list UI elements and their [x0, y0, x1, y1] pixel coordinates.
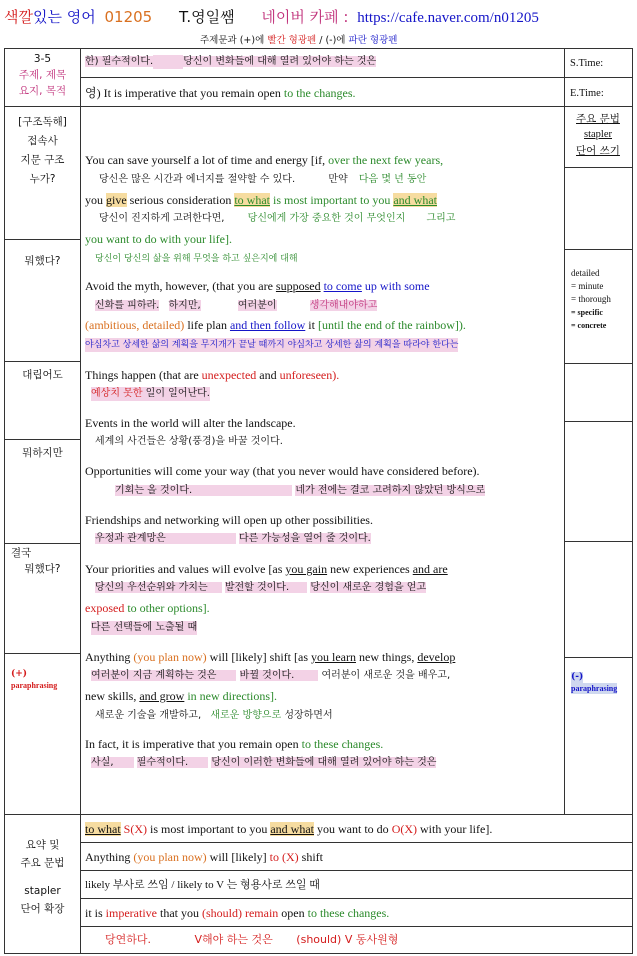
- minus-label: (-): [571, 672, 584, 682]
- ko-line-11: 다른 선택들에 노출될 때: [91, 622, 198, 633]
- line-5: [85, 317, 466, 333]
- l12e: shift: [269, 650, 292, 664]
- l2d: to what: [234, 193, 270, 207]
- english-topic-sentence: [85, 85, 356, 101]
- s2f: shift: [301, 850, 324, 864]
- k12c: 여러분이 새로운 것을 배우고,: [321, 670, 451, 681]
- ko-line-10: [95, 581, 426, 595]
- left-label-structure: [5, 113, 80, 189]
- l8a: Opportunities will come your way: [85, 464, 250, 478]
- l13b: and grow: [139, 689, 185, 703]
- grammar-word-write: 단어 쓰기: [576, 145, 620, 157]
- s4f: to these changes.: [307, 906, 390, 920]
- l2a: you: [85, 193, 103, 207]
- left-label-plus: [11, 669, 81, 691]
- k6b: 일이 일어난다.: [145, 388, 210, 399]
- s4b: imperative: [105, 906, 157, 920]
- l13c: in new directions].: [187, 689, 277, 703]
- left-label-what: 뭐했다?: [24, 255, 61, 267]
- s1e: you want to do: [317, 822, 389, 836]
- l13a: new skills,: [85, 689, 137, 703]
- worksheet-header: [0, 0, 637, 48]
- grammar-stapler: stapler: [584, 129, 612, 140]
- k10c: 당신이 새로운 경험을 얻고: [310, 582, 427, 593]
- left-label-but: 뭐하지만: [22, 447, 63, 459]
- finally-label-2: 뭐했다?: [24, 563, 61, 575]
- stapler-label: stapler: [24, 885, 61, 897]
- line-11: [85, 600, 210, 616]
- word-concrete: = concrete: [571, 321, 607, 330]
- line-9: Friendships and networking will open up other possibilities.: [85, 513, 373, 527]
- ko-topic-b: 당신이 변화들에 대해 열려 있어야 하는 것은: [183, 56, 377, 67]
- l10b: [as: [268, 562, 283, 576]
- right-column-divider: [564, 49, 565, 814]
- summary-line-4: [85, 905, 389, 921]
- l6e: unforeseen).: [279, 368, 340, 382]
- left-label-topic: [5, 51, 80, 99]
- left-label-summary: [5, 836, 80, 918]
- divider: [5, 543, 80, 544]
- l12b: (you plan now): [133, 650, 207, 664]
- divider: [564, 657, 632, 658]
- k13b: 새로운 방향으로: [210, 710, 282, 721]
- l4c: supposed: [275, 279, 321, 293]
- divider: [5, 439, 80, 440]
- divider: [564, 167, 632, 168]
- l10c: you gain: [285, 562, 328, 576]
- l4b: (that you are: [212, 279, 273, 293]
- conjunction-label: 접속사: [27, 135, 58, 147]
- divider: [564, 541, 632, 542]
- legend-text-a: 주제문과 (+)에: [200, 35, 265, 46]
- minus-label-box: [571, 671, 617, 694]
- summary-label: 요약 및: [25, 839, 60, 851]
- l14a: In fact, it is imperative that you remain open: [85, 737, 299, 751]
- l2c: serious consideration: [129, 193, 232, 207]
- cafe-url[interactable]: https://cafe.naver.com/n01205: [357, 10, 539, 26]
- left-label-finally: [5, 545, 80, 577]
- k10a: 당신의 우선순위와 가치는: [95, 582, 222, 593]
- cafe-label: 네이버 카페 :: [261, 8, 349, 26]
- passage-structure-label: 지문 구조: [20, 154, 65, 166]
- unit-number: 3-5: [33, 53, 52, 65]
- grammar-title: 주요 문법: [576, 113, 620, 125]
- line-6: [85, 367, 339, 383]
- l10e: and are: [412, 562, 448, 576]
- word-detailed: detailed: [571, 268, 600, 278]
- word-expand-label: 단어 확장: [20, 903, 65, 915]
- ko-line-12: [91, 669, 450, 683]
- finally-label: 결국: [11, 547, 32, 559]
- divider: [80, 926, 632, 927]
- divider: [5, 814, 632, 815]
- teacher-name: T.영일쌤: [179, 8, 235, 26]
- summary-line-3: likely 부사로 쓰임 / likely to V 는 형용사로 쓰일 때: [85, 879, 320, 891]
- divider: [80, 842, 632, 843]
- divider: [5, 239, 80, 240]
- k8b: 네가 전에는 결코 고려하지 않았던 방식으로: [295, 485, 486, 496]
- word-specific: = specific: [571, 308, 603, 317]
- k2c: 그리고: [426, 213, 456, 224]
- l12a: Anything: [85, 650, 131, 664]
- ko-line-14: [91, 756, 436, 770]
- divider: [80, 77, 632, 78]
- line-7: Events in the world will alter the landscape.: [85, 416, 296, 430]
- k14c: 당신이 이러한 변화들에 대해 열려 있어야 하는 것은: [211, 757, 437, 768]
- l12d: [likely]: [231, 650, 267, 664]
- k4b: 하지만,: [168, 300, 201, 311]
- ko-line-13: [95, 709, 333, 723]
- l6a: Things happen: [85, 368, 156, 382]
- l5a: (ambitious, detailed): [85, 318, 185, 332]
- divider: [5, 653, 80, 654]
- line-14: [85, 736, 383, 752]
- grammar-box: [564, 111, 632, 159]
- summary-line-5: [105, 933, 398, 947]
- minus-paraphrasing: paraphrasing: [571, 684, 618, 693]
- ko-line-2: [99, 212, 455, 226]
- worksheet-table: [4, 48, 633, 954]
- brand-colorful: 색깔: [4, 8, 33, 26]
- word-thorough: = thorough: [571, 294, 611, 304]
- l12g: you learn: [311, 650, 356, 664]
- divider: [564, 363, 632, 364]
- s1g: with your life].: [420, 822, 493, 836]
- plus-label: (+): [11, 669, 28, 679]
- left-column-divider: [80, 49, 81, 953]
- k13a: 새로운 기술을 개발하고,: [95, 710, 202, 721]
- l8b: (that you never would have considered before).: [252, 464, 480, 478]
- k1a: 당신은 많은 시간과 에너지를 절약할 수 있다.: [99, 174, 296, 185]
- divider: [5, 361, 80, 362]
- l5c: and then follow: [229, 318, 306, 332]
- s1d: and what: [270, 822, 315, 836]
- l2e: is most important to you: [273, 193, 391, 207]
- topic-label-2: 요지, 목적: [18, 85, 67, 97]
- ko-line-7: 세계의 사건들은 상황(풍경)을 바꿀 것이다.: [95, 436, 283, 447]
- s5a: 당연하다.: [105, 933, 152, 946]
- l5e: [until the end of the rainbow]).: [317, 318, 466, 332]
- k10b: 발전할 것이다.: [225, 582, 307, 593]
- legend-red-pen: 빨간 형광펜: [267, 35, 317, 46]
- s1a: to what: [85, 822, 121, 836]
- l6c: unexpected: [201, 368, 257, 382]
- l1c: over the next few years,: [328, 153, 444, 167]
- l2b: give: [106, 193, 127, 207]
- k6a: 예상치 못한: [91, 388, 143, 399]
- l12h: new things,: [359, 650, 415, 664]
- line-4: [85, 278, 430, 294]
- ko-line-4: [95, 299, 377, 313]
- line-3: you want to do with your life].: [85, 232, 232, 246]
- topic-label: 주제, 제목: [18, 69, 67, 81]
- k8a: 기회는 올 것이다.: [115, 485, 292, 496]
- ko-line-5: 야심차고 상세한 삶의 계획을 무지개가 끝날 때까지 야심차고 상세한 삶의 계획을 따라야 한다는: [85, 340, 459, 350]
- end-time[interactable]: E.Time:: [570, 88, 604, 99]
- line-8: [85, 463, 480, 479]
- k1b: 만약: [328, 174, 348, 185]
- ko-line-9: [95, 532, 371, 546]
- s2e: to (X): [269, 850, 299, 864]
- k1c: 다음 몇 년 동안: [358, 174, 427, 185]
- s2b: (you plan now): [133, 850, 207, 864]
- k4d: 생각해내야하고: [309, 300, 378, 311]
- l12c: will: [209, 650, 229, 664]
- s4e: open: [281, 906, 305, 920]
- l5d: it: [308, 318, 315, 332]
- l6b: (that are: [159, 368, 199, 382]
- divider: [80, 898, 632, 899]
- k14b: 필수적이다.: [137, 757, 208, 768]
- l11b: to other options].: [127, 601, 210, 615]
- s4d: (should) remain: [201, 906, 279, 920]
- korean-topic-sentence: [85, 55, 376, 69]
- k2b: 당신에게 가장 중요한 것이 무엇인지: [247, 213, 406, 224]
- en-topic-a: 영) It is imperative that you remain open: [85, 86, 281, 100]
- k9a: 우정과 관계망은: [95, 533, 236, 544]
- left-label-contrast: 대립어도: [22, 369, 63, 381]
- l1a: You can save yourself a lot of time and energy: [85, 153, 308, 167]
- brand-english: 있는 영어: [32, 8, 96, 26]
- line-2: [85, 192, 437, 208]
- line-10: [85, 561, 448, 577]
- s1f: O(X): [391, 822, 418, 836]
- divider: [80, 870, 632, 871]
- ko-line-8: [115, 484, 485, 498]
- ko-line-6: [91, 387, 210, 401]
- ko-topic-gap: [153, 55, 183, 69]
- l5b: life plan: [187, 318, 227, 332]
- s1c: is most important to you: [150, 822, 268, 836]
- k14a: 사실,: [91, 757, 134, 768]
- divider: [80, 106, 632, 107]
- en-topic-b: to the changes.: [283, 86, 356, 100]
- highlighter-legend: [200, 32, 397, 46]
- l10d: new experiences: [330, 562, 410, 576]
- line-13: [85, 688, 277, 704]
- s2a: Anything: [85, 850, 131, 864]
- k13c: 성장하면서: [284, 710, 333, 721]
- k12b: 바뀔 것이다.: [240, 670, 319, 681]
- plus-paraphrasing: paraphrasing: [11, 681, 58, 690]
- l4a: Avoid the myth, however,: [85, 279, 210, 293]
- s2c: will: [209, 850, 229, 864]
- k9b: 다른 가능성을 열어 줄 것이다.: [239, 533, 371, 544]
- l6d: and: [259, 368, 277, 382]
- s4c: that you: [159, 906, 199, 920]
- start-time[interactable]: S.Time:: [570, 58, 604, 69]
- k4a: 신화를 피하라.: [95, 300, 160, 311]
- brand-code: 01205: [104, 8, 153, 26]
- l2f: and what: [393, 193, 437, 207]
- s1b: S(X): [123, 822, 148, 836]
- ko-topic-a: 한) 필수적이다.: [85, 56, 154, 67]
- l14b: to these changes.: [301, 737, 384, 751]
- who-label: 누가?: [29, 173, 56, 185]
- k2a: 당신이 진지하게 고려한다면,: [99, 213, 225, 224]
- word-minute: = minute: [571, 281, 604, 291]
- line-1: [85, 152, 443, 168]
- summary-line-2: [85, 849, 323, 865]
- ko-line-3: 당신이 당신의 삶을 위해 무엇을 하고 싶은지에 대해: [95, 254, 298, 264]
- l4e: up with some: [364, 279, 430, 293]
- summary-line-1: [85, 821, 492, 837]
- line-12: [85, 649, 455, 665]
- k12a: 여러분이 지금 계획하는 것은: [91, 670, 236, 681]
- l12f: [as: [294, 650, 309, 664]
- l10a: Your priorities and values will evolve: [85, 562, 266, 576]
- summary-label-2: 주요 문법: [20, 857, 65, 869]
- s5b: V해야 하는 것은: [194, 933, 273, 946]
- divider: [564, 421, 632, 422]
- s2d: [likely]: [231, 850, 267, 864]
- legend-blue-pen: 파란 형광펜: [348, 35, 398, 46]
- l4d: to come: [323, 279, 362, 293]
- legend-text-c: / (-)에: [319, 35, 346, 46]
- word-list: [571, 267, 611, 332]
- divider: [5, 106, 80, 107]
- s4a: it is: [85, 906, 103, 920]
- l11a: exposed: [85, 601, 125, 615]
- structure-label: [구조독해]: [18, 116, 67, 128]
- ko-line-1: [99, 173, 426, 187]
- divider: [564, 249, 632, 250]
- header-title: [4, 6, 539, 27]
- l1b: [if,: [310, 153, 326, 167]
- k4c: 여러분이: [237, 300, 277, 311]
- s5c: (should) V 동사원형: [296, 933, 399, 946]
- l12i: develop: [417, 650, 456, 664]
